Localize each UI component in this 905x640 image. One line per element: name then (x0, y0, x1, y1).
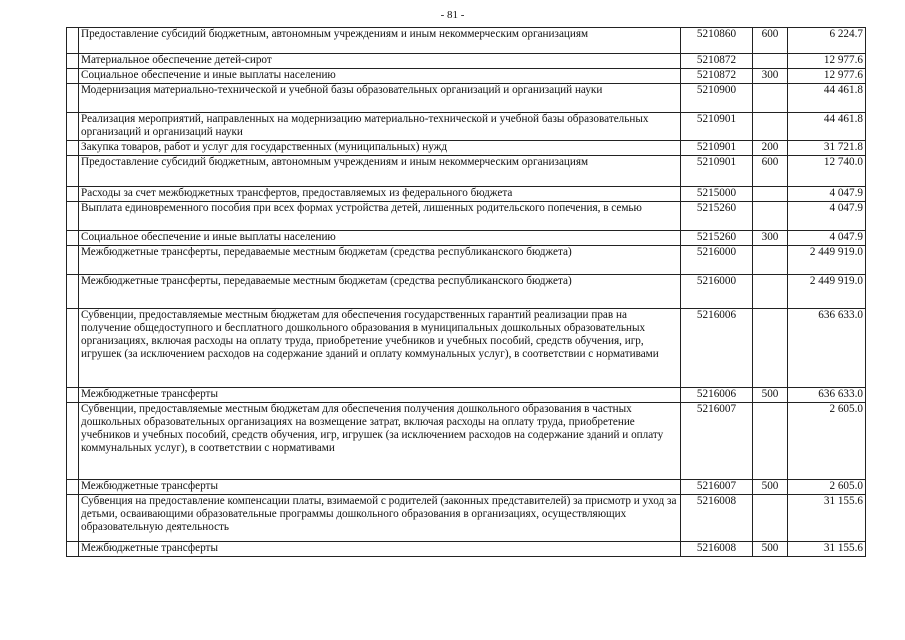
amount: 4 047.9 (788, 231, 866, 246)
item-name: Субвенции, предоставляемые местным бюджетам для обеспечения государственных гарантий реализации прав на получение общедоступного и бесплатного дошкольного образования в муниципальных дошкольных образовательных организациях, включая расходы на оплату труда, приобретение учебников и учебных пособий, средств обучения, игр, игрушек (за исключением расходов на содержание зданий и оплату коммунальных услуг), в соответствии с нормативами (79, 309, 681, 388)
amount: 4 047.9 (788, 202, 866, 231)
amount: 2 605.0 (788, 403, 866, 480)
item-name: Межбюджетные трансферты (79, 388, 681, 403)
target-article-code: 5210900 (681, 84, 753, 113)
amount: 44 461.8 (788, 84, 866, 113)
table-row (67, 542, 866, 557)
amount: 2 605.0 (788, 480, 866, 495)
row-margin-cell (67, 84, 79, 113)
expense-type-code: 600 (753, 28, 788, 54)
expense-type-code: 300 (753, 69, 788, 84)
table-row (67, 28, 866, 54)
amount: 4 047.9 (788, 187, 866, 202)
table-row (67, 495, 866, 542)
table-row (67, 113, 866, 141)
expense-type-code (753, 246, 788, 275)
item-name: Межбюджетные трансферты (79, 542, 681, 557)
table-row (67, 309, 866, 388)
amount: 636 633.0 (788, 309, 866, 388)
row-margin-cell (67, 113, 79, 141)
expense-type-code: 500 (753, 388, 788, 403)
table-row (67, 275, 866, 309)
expense-type-code (753, 84, 788, 113)
target-article-code: 5216006 (681, 309, 753, 388)
target-article-code: 5216007 (681, 403, 753, 480)
row-margin-cell (67, 542, 79, 557)
row-margin-cell (67, 231, 79, 246)
target-article-code: 5216008 (681, 495, 753, 542)
table-row (67, 187, 866, 202)
table-row (67, 54, 866, 69)
budget-table (66, 27, 866, 557)
expense-type-code: 500 (753, 542, 788, 557)
amount: 2 449 919.0 (788, 275, 866, 309)
item-name: Субвенции, предоставляемые местным бюджетам для обеспечения получения дошкольного образования в частных дошкольных образовательных организациях на возмещение затрат, включая расходы на оплату труда, приобретение учебников и учебных пособий, средств обучения, игр, игрушек (за исключением расходов на содержание зданий и оплату коммунальных услуг), в соответствии с нормативами (79, 403, 681, 480)
amount: 12 740.0 (788, 156, 866, 187)
item-name: Межбюджетные трансферты (79, 480, 681, 495)
target-article-code: 5210901 (681, 113, 753, 141)
row-margin-cell (67, 187, 79, 202)
item-name: Предоставление субсидий бюджетным, автономным учреждениям и иным некоммерческим организациям (79, 28, 681, 54)
row-margin-cell (67, 54, 79, 69)
target-article-code: 5215260 (681, 202, 753, 231)
table-row (67, 480, 866, 495)
table-row (67, 69, 866, 84)
item-name: Расходы за счет межбюджетных трансфертов, предоставляемых из федерального бюджета (79, 187, 681, 202)
row-margin-cell (67, 495, 79, 542)
expense-type-code (753, 54, 788, 69)
amount: 12 977.6 (788, 69, 866, 84)
row-margin-cell (67, 28, 79, 54)
amount: 12 977.6 (788, 54, 866, 69)
target-article-code: 5216000 (681, 246, 753, 275)
expense-type-code (753, 309, 788, 388)
table-row (67, 156, 866, 187)
amount: 6 224.7 (788, 28, 866, 54)
item-name: Реализация мероприятий, направленных на модернизацию материально-технической и учебной базы образовательных организаций и организаций науки (79, 113, 681, 141)
row-margin-cell (67, 480, 79, 495)
target-article-code: 5216007 (681, 480, 753, 495)
table-row (67, 202, 866, 231)
row-margin-cell (67, 309, 79, 388)
expense-type-code (753, 275, 788, 309)
row-margin-cell (67, 141, 79, 156)
target-article-code: 5216000 (681, 275, 753, 309)
expense-type-code (753, 202, 788, 231)
row-margin-cell (67, 202, 79, 231)
amount: 31 155.6 (788, 495, 866, 542)
row-margin-cell (67, 69, 79, 84)
expense-type-code (753, 495, 788, 542)
table-row (67, 141, 866, 156)
item-name: Материальное обеспечение детей-сирот (79, 54, 681, 69)
target-article-code: 5210872 (681, 54, 753, 69)
target-article-code: 5216006 (681, 388, 753, 403)
table-row (67, 84, 866, 113)
table-row (67, 403, 866, 480)
expense-type-code: 300 (753, 231, 788, 246)
item-name: Предоставление субсидий бюджетным, автономным учреждениям и иным некоммерческим организациям (79, 156, 681, 187)
page-number: - 81 - (440, 9, 465, 21)
expense-type-code (753, 403, 788, 480)
target-article-code: 5215260 (681, 231, 753, 246)
item-name: Закупка товаров, работ и услуг для государственных (муниципальных) нужд (79, 141, 681, 156)
expense-type-code (753, 187, 788, 202)
expense-type-code: 600 (753, 156, 788, 187)
expense-type-code: 500 (753, 480, 788, 495)
item-name: Выплата единовременного пособия при всех формах устройства детей, лишенных родительского попечения, в семью (79, 202, 681, 231)
expense-type-code: 200 (753, 141, 788, 156)
amount: 636 633.0 (788, 388, 866, 403)
item-name: Модернизация материально-технической и учебной базы образовательных организаций и организаций науки (79, 84, 681, 113)
table-row (67, 231, 866, 246)
row-margin-cell (67, 403, 79, 480)
item-name: Межбюджетные трансферты, передаваемые местным бюджетам (средства республиканского бюджета) (79, 275, 681, 309)
target-article-code: 5210860 (681, 28, 753, 54)
amount: 44 461.8 (788, 113, 866, 141)
row-margin-cell (67, 246, 79, 275)
target-article-code: 5215000 (681, 187, 753, 202)
table-row (67, 246, 866, 275)
target-article-code: 5210901 (681, 156, 753, 187)
row-margin-cell (67, 388, 79, 403)
row-margin-cell (67, 275, 79, 309)
row-margin-cell (67, 156, 79, 187)
item-name: Субвенция на предоставление компенсации платы, взимаемой с родителей (законных представителей) за присмотр и уход за детьми, осваивающими образовательные программы дошкольного образования в организациях, осуществляющих образовательную деятельность (79, 495, 681, 542)
item-name: Межбюджетные трансферты, передаваемые местным бюджетам (средства республиканского бюджета) (79, 246, 681, 275)
item-name: Социальное обеспечение и иные выплаты населению (79, 69, 681, 84)
table-row (67, 388, 866, 403)
amount: 31 155.6 (788, 542, 866, 557)
target-article-code: 5210872 (681, 69, 753, 84)
amount: 31 721.8 (788, 141, 866, 156)
amount: 2 449 919.0 (788, 246, 866, 275)
target-article-code: 5210901 (681, 141, 753, 156)
expense-type-code (753, 113, 788, 141)
item-name: Социальное обеспечение и иные выплаты населению (79, 231, 681, 246)
target-article-code: 5216008 (681, 542, 753, 557)
